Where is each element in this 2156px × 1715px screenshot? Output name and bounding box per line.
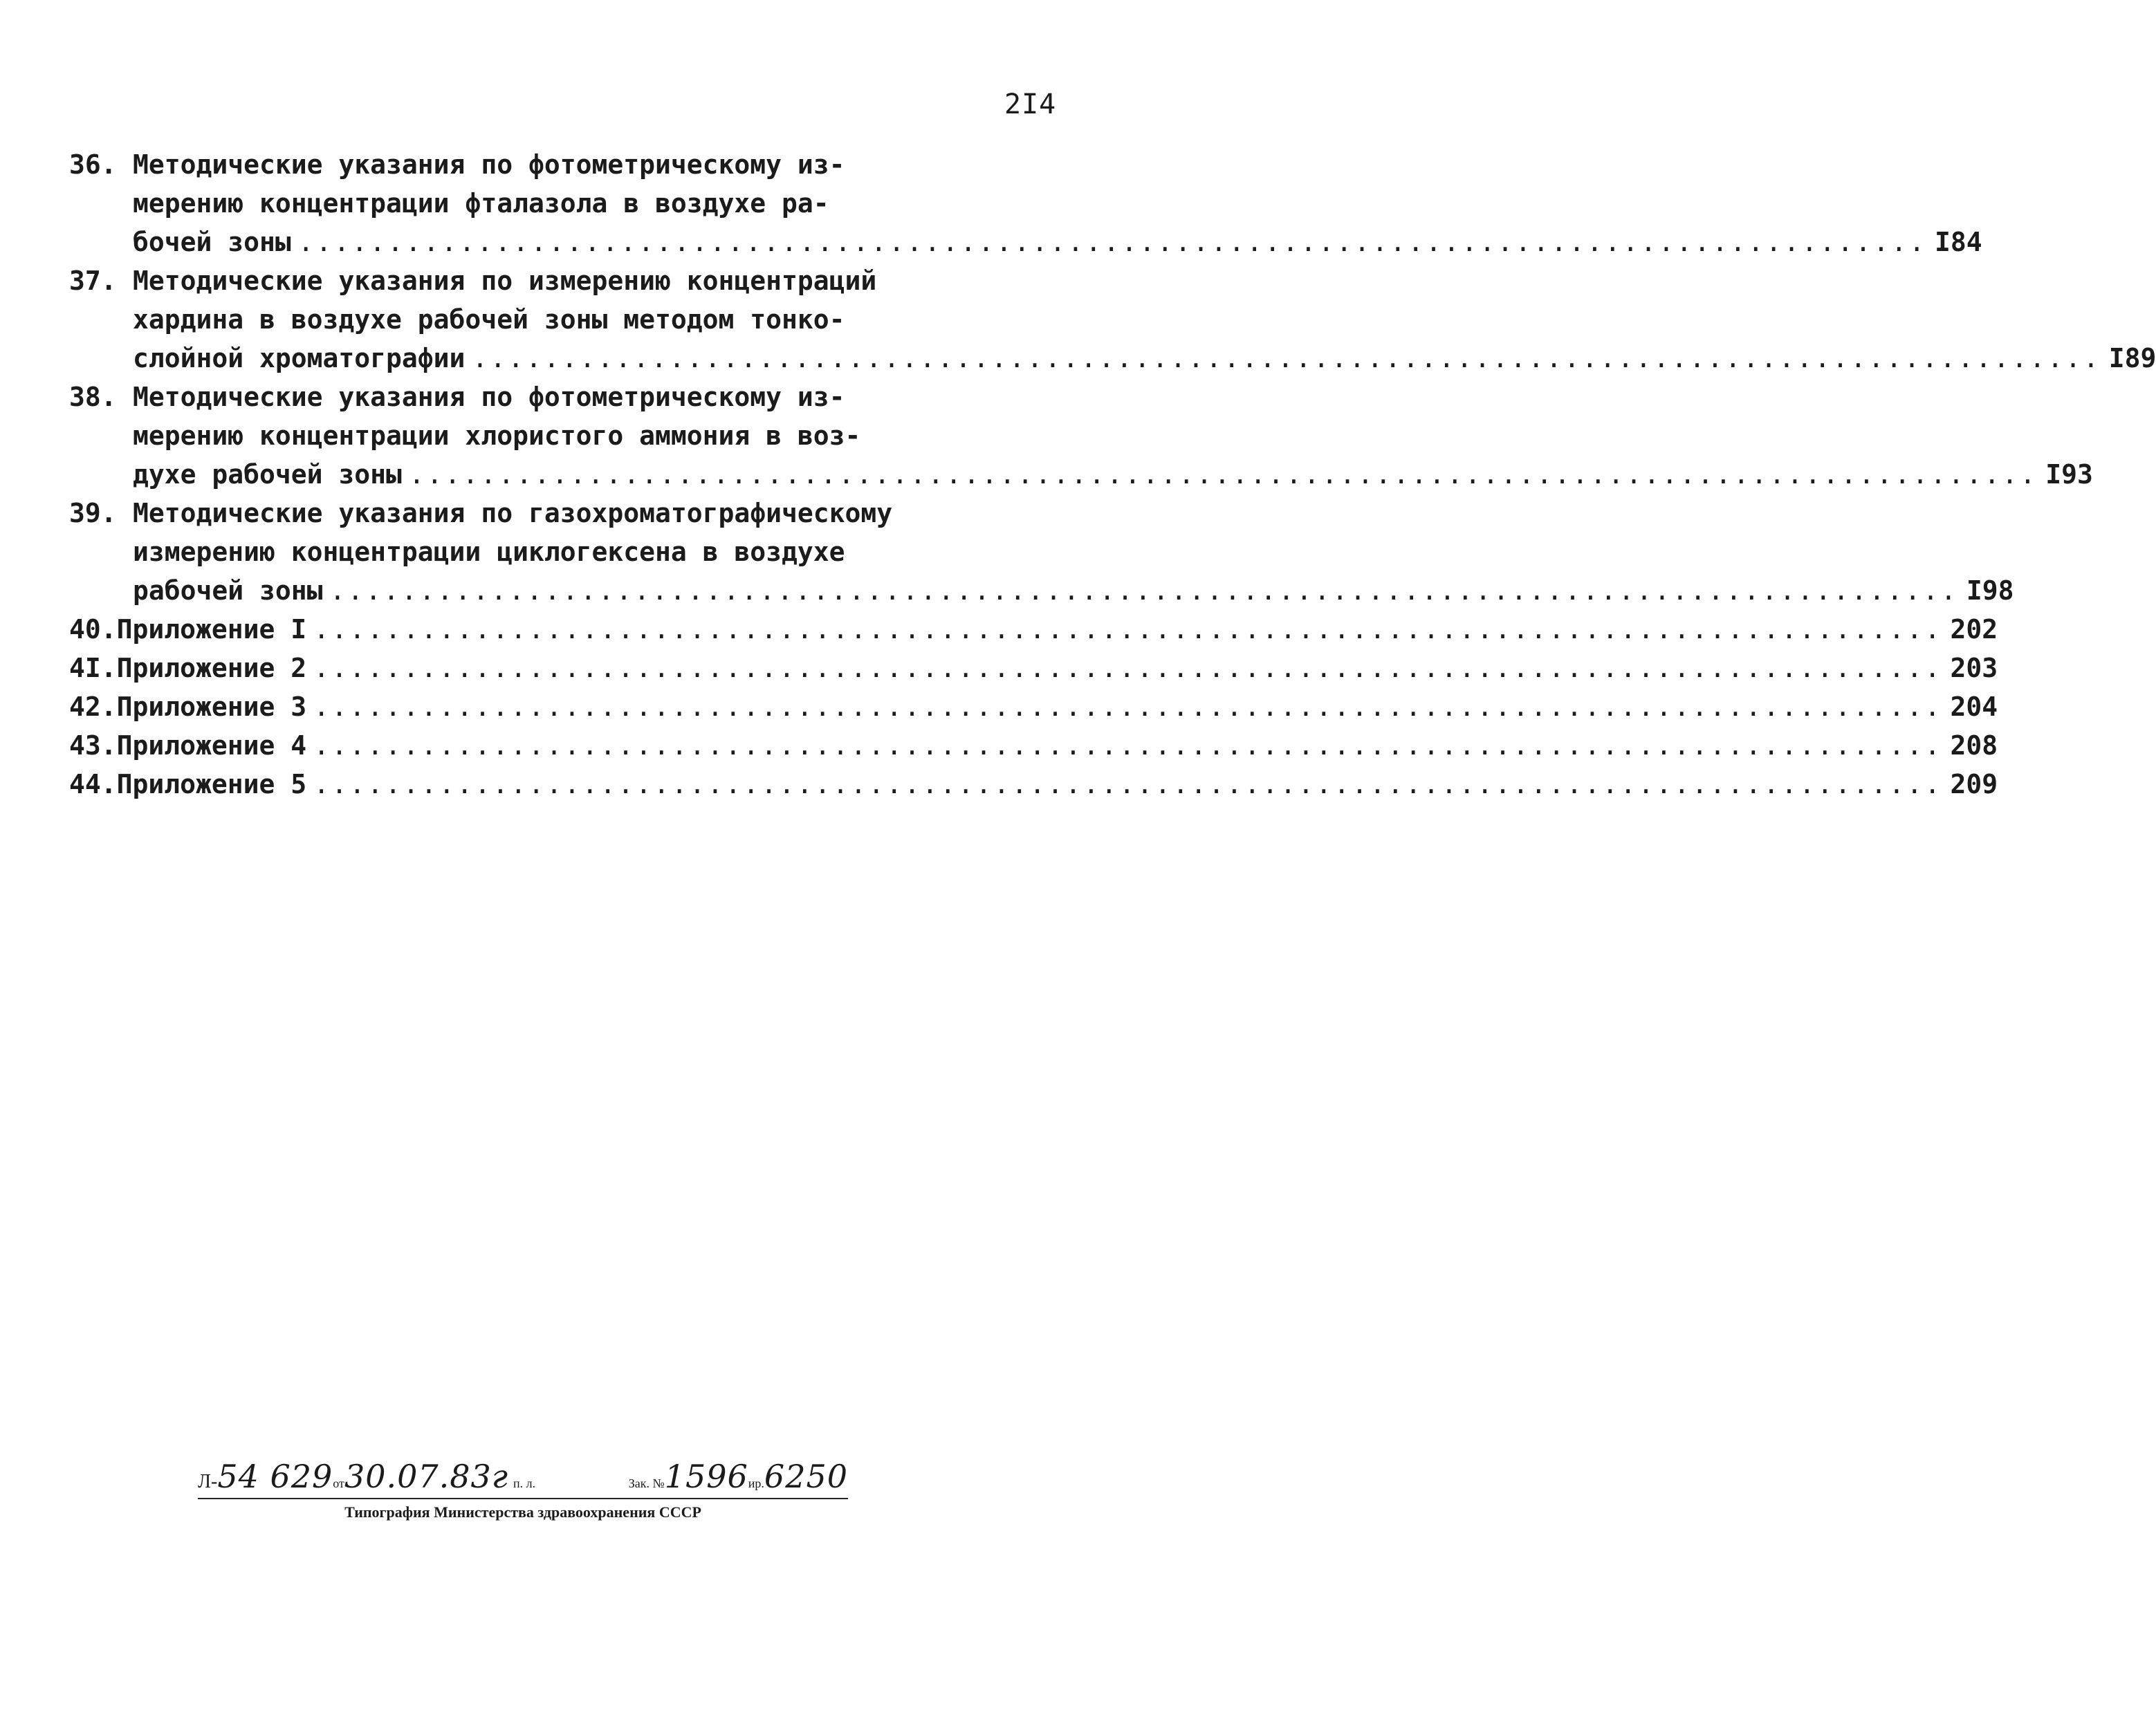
entry-number: 36.	[69, 149, 117, 180]
imprint-order-number: 1596	[664, 1458, 748, 1495]
entry-title-line: хардина в воздухе рабочей зоны методом тонко-	[133, 304, 845, 335]
entry-number: 37.	[69, 266, 117, 296]
entry-number: 44.	[69, 769, 117, 799]
printing-imprint	[198, 1458, 848, 1521]
toc-entry-36	[69, 145, 1982, 261]
entry-title-line: духе рабочей зоны	[133, 459, 402, 490]
dot-leader: ...........................................................................................	[329, 575, 1959, 606]
entry-title-line: Методические указания по измерению концентраций	[133, 266, 877, 296]
imprint-copies: 6250	[764, 1458, 848, 1495]
entry-number: 42.	[69, 692, 117, 722]
entry-page: 209	[1950, 769, 1998, 799]
imprint-order-label: Зак. №	[628, 1476, 665, 1490]
entry-page: I93	[2045, 459, 2093, 490]
dot-leader: ...........................................................................................	[408, 459, 2038, 490]
entry-page: 204	[1950, 692, 1998, 722]
entry-title: Приложение 5	[116, 769, 307, 799]
dot-leader: ...........................................................................................	[472, 343, 2101, 373]
dot-leader: ...........................................................................................	[313, 730, 1943, 761]
imprint-date: 30.07.83г	[344, 1458, 509, 1495]
entry-page: 203	[1950, 653, 1998, 683]
imprint-number: 54 629	[217, 1458, 333, 1495]
entry-number: 39.	[69, 498, 117, 528]
entry-title: Приложение 2	[116, 653, 307, 683]
entry-title-line: слойной хроматографии	[133, 343, 466, 373]
entry-title-line: Методические указания по газохроматографическому	[133, 498, 893, 528]
entry-page: 202	[1950, 614, 1998, 645]
entry-title: Приложение 4	[116, 730, 307, 761]
toc-entry-43	[69, 726, 1998, 765]
imprint-from-label: от	[333, 1476, 344, 1490]
table-of-contents	[69, 145, 2156, 804]
entry-title-line: измерению концентрации циклогексена в воздухе	[133, 537, 845, 567]
imprint-line	[198, 1458, 848, 1499]
imprint-copies-label: ир.	[748, 1476, 764, 1490]
entry-number: 4I.	[69, 653, 117, 683]
toc-entry-37	[69, 261, 2156, 378]
toc-entry-38	[69, 378, 2093, 494]
entry-number: 43.	[69, 730, 117, 761]
entry-title-line: рабочей зоны	[133, 575, 323, 606]
entry-title-line: бочей зоны	[133, 227, 291, 257]
entry-title-line: Методические указания по фотометрическому из-	[133, 382, 845, 412]
entry-page: 208	[1950, 730, 1998, 761]
entry-page: I84	[1935, 227, 1982, 257]
dot-leader: ...........................................................................................	[313, 614, 1943, 645]
imprint-prefix: Л-	[198, 1471, 218, 1492]
dot-leader: ...........................................................................................	[297, 227, 1927, 257]
entry-title: Приложение I	[116, 614, 307, 645]
dot-leader: ...........................................................................................	[313, 692, 1943, 722]
toc-entry-39	[69, 494, 2014, 610]
entry-number: 38.	[69, 382, 117, 412]
printer-name: Типография Министерства здравоохранения СССР	[344, 1503, 701, 1521]
entry-page: I98	[1966, 575, 2014, 606]
dot-leader: ...........................................................................................	[313, 769, 1943, 799]
entry-number: 40.	[69, 614, 117, 645]
entry-title-line: мерению концентрации фталазола в воздухе ра-	[133, 188, 829, 219]
dot-leader: ...........................................................................................	[313, 653, 1943, 683]
entry-title: Приложение 3	[116, 692, 307, 722]
page-number: 2I4	[1004, 89, 1057, 120]
entry-title-line: мерению концентрации хлористого аммония в воз-	[133, 420, 861, 451]
entry-page: I89	[2108, 343, 2156, 373]
entry-title-line: Методические указания по фотометрическому из-	[133, 149, 845, 180]
toc-entry-41	[69, 649, 1998, 687]
imprint-pl-label: п. л.	[513, 1476, 536, 1490]
toc-entry-44	[69, 765, 1998, 804]
toc-entry-42	[69, 687, 1998, 726]
toc-entry-40	[69, 610, 1998, 649]
